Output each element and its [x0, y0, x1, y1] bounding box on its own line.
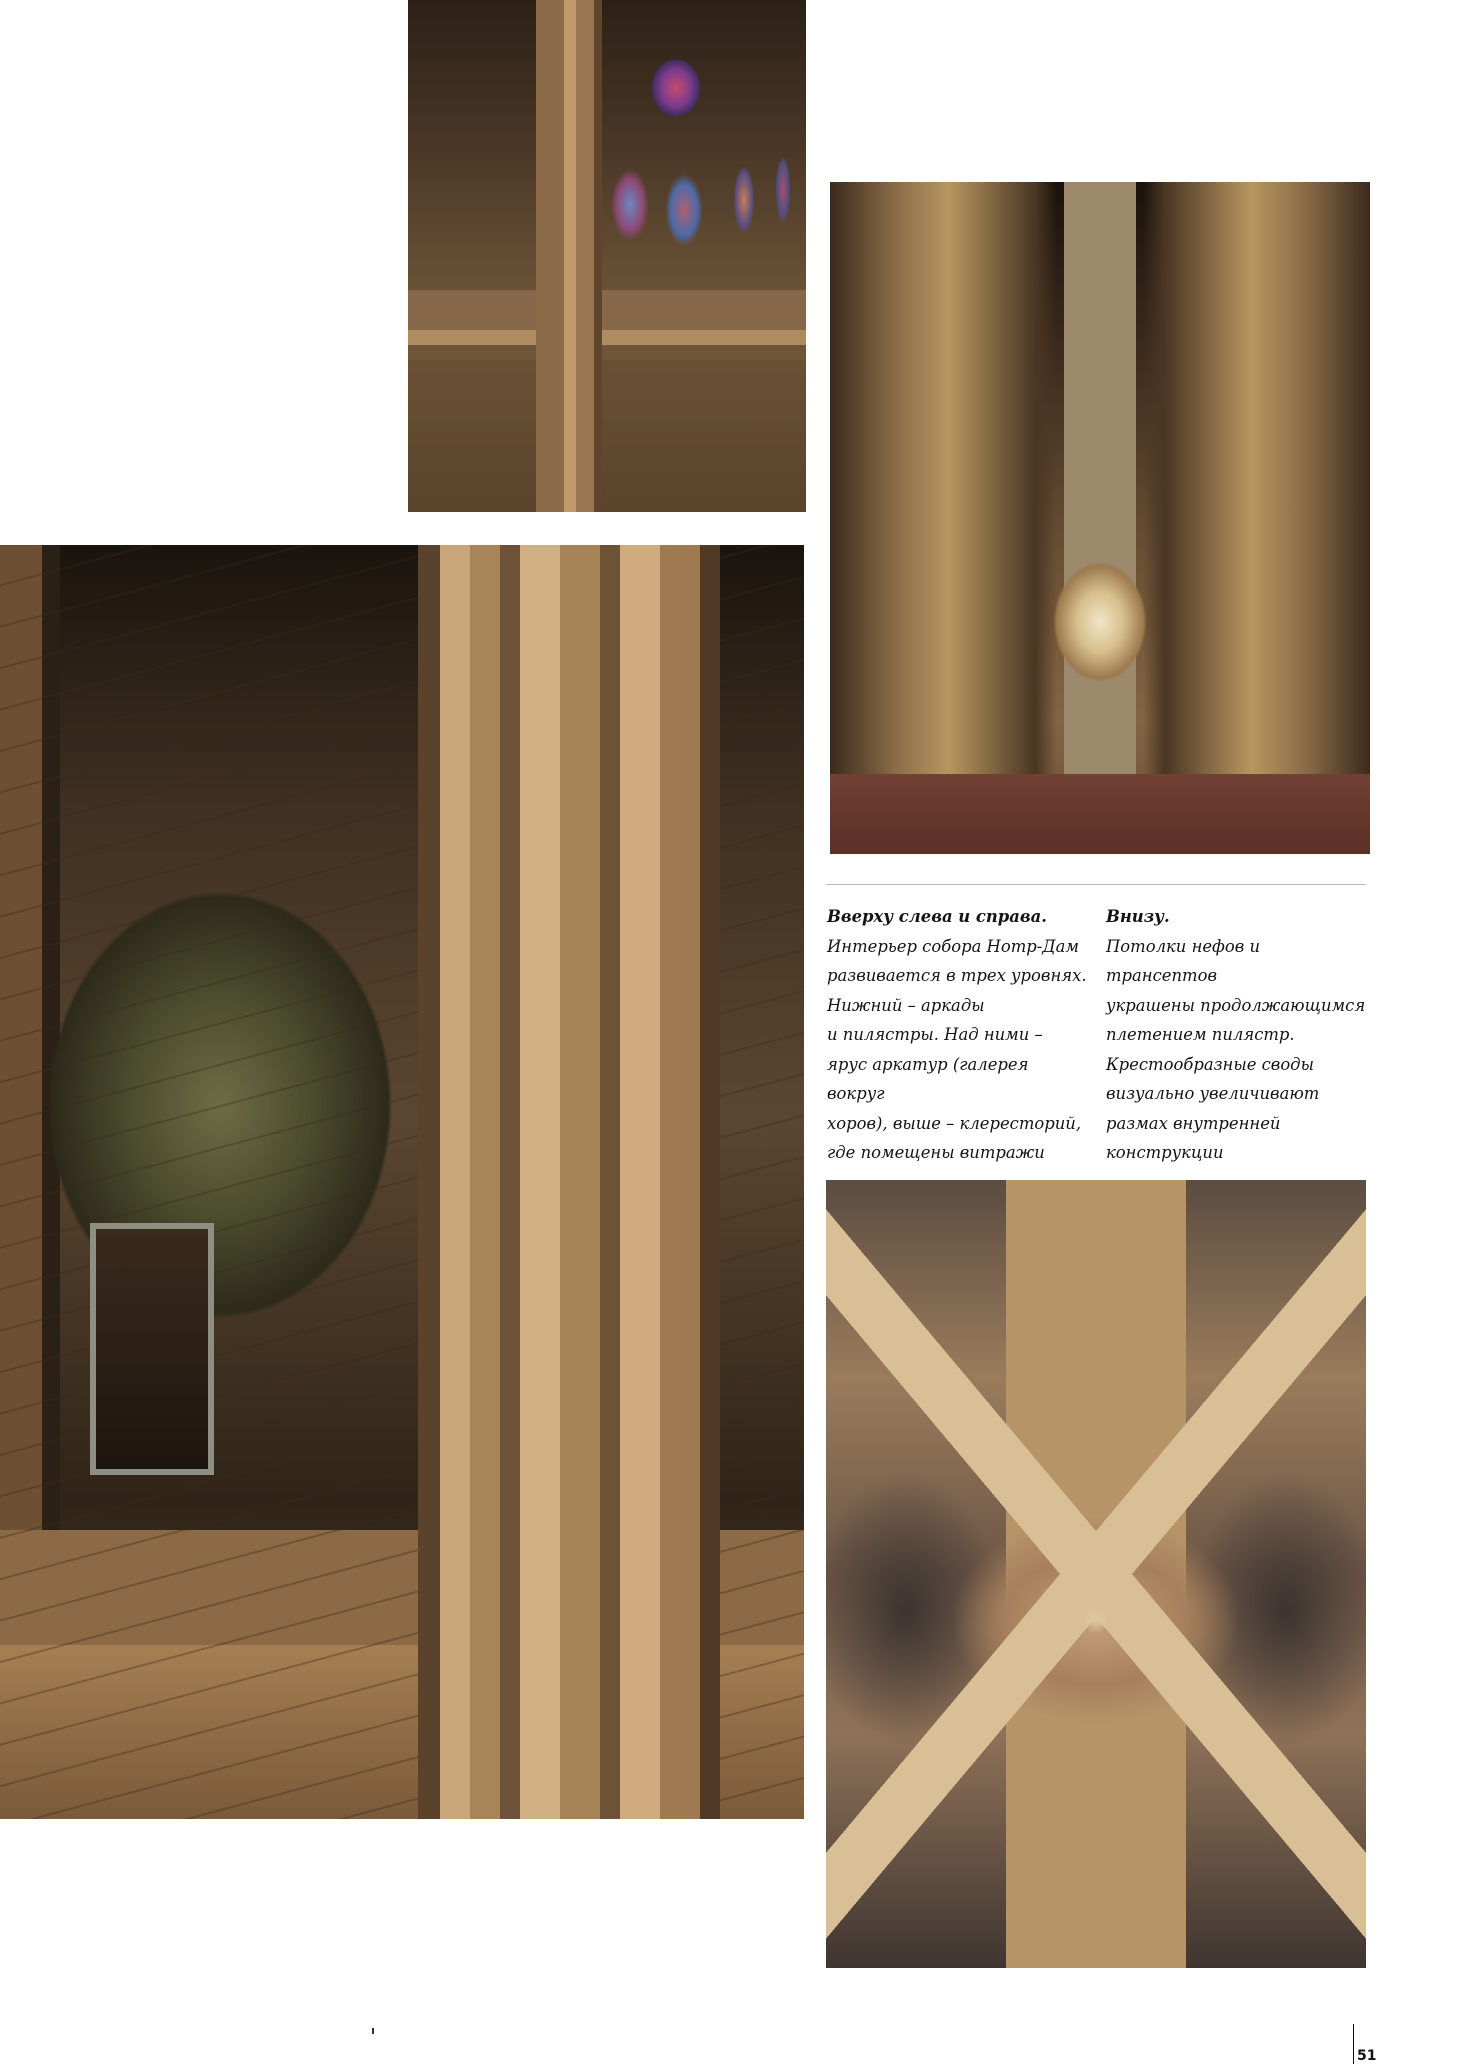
caption-bottom-heading: Внизу.	[1106, 907, 1170, 926]
caption-top	[827, 902, 1089, 1168]
page-number-rule	[1353, 2024, 1354, 2064]
caption-top-heading: Вверху слева и справа.	[827, 907, 1047, 926]
photo-choir-interior	[408, 0, 806, 512]
photo-crossing-vaults	[826, 1180, 1366, 1968]
page-number: 51	[1357, 2048, 1377, 2064]
caption-bottom	[1106, 902, 1368, 1168]
choir-screen-door	[90, 1223, 214, 1475]
photo-nave-view	[830, 182, 1370, 854]
photo-columns-choir-screen	[0, 545, 804, 1819]
print-mark	[372, 2028, 374, 2034]
caption-divider	[826, 884, 1366, 885]
caption-top-body: Интерьер собора Нотр-Дам развивается в трех уровнях. Нижний – аркады и пилястры. Над ними – ярус аркатур (галерея вокруг хоров), выше – клересторий, где помещены витражи	[827, 936, 1087, 1162]
caption-bottom-body: Потолки нефов и трансептов украшены продолжающимся плетением пилястр. Крестообразные своды визуально увеличивают размах внутренней конструкции	[1106, 936, 1366, 1162]
